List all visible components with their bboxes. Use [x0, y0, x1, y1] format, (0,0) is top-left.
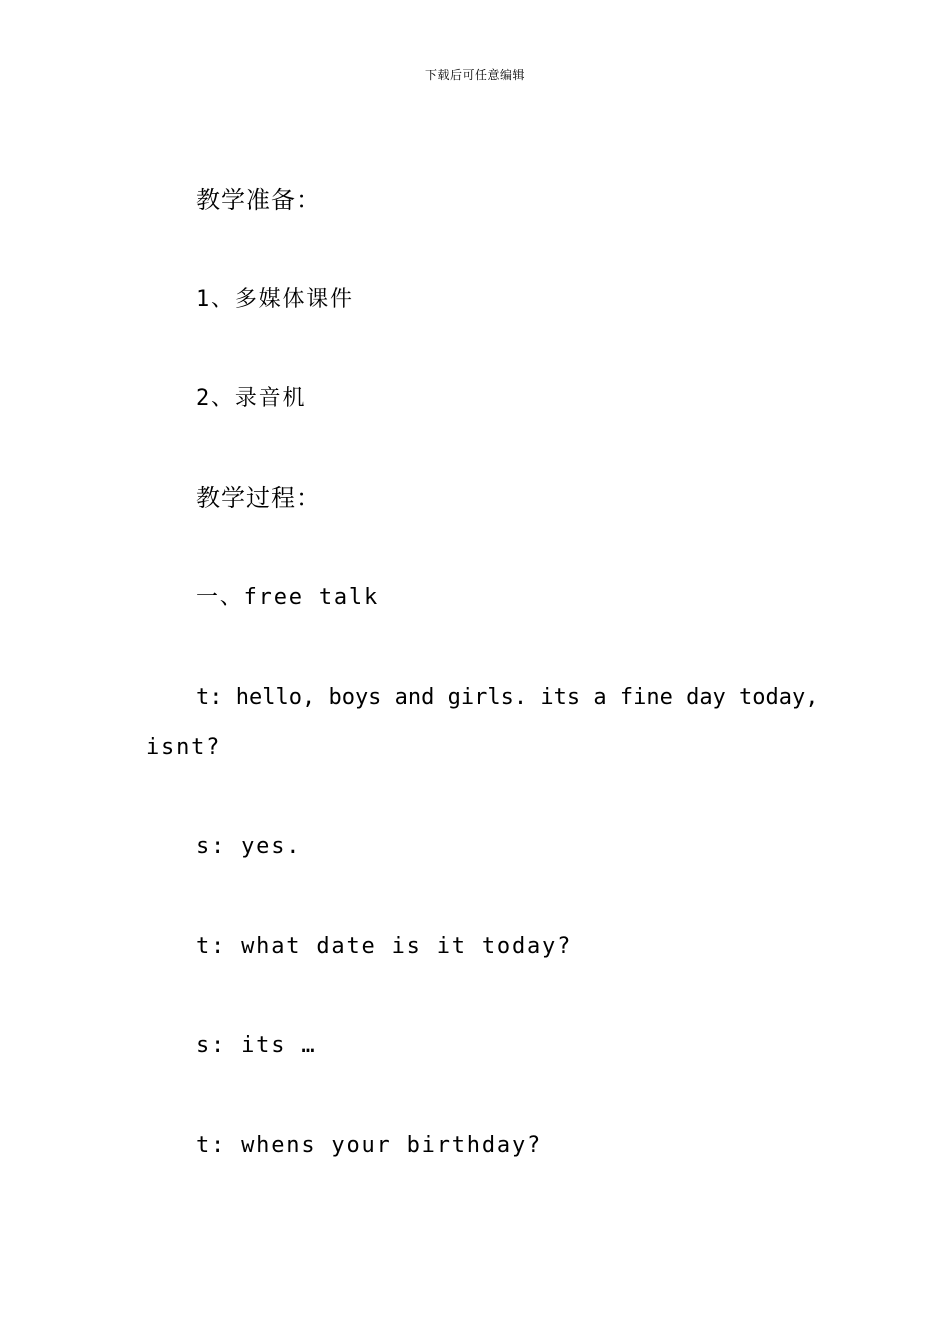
dialog-line-1a: t: hello, boys and girls. its a fine day today,	[196, 685, 819, 710]
prep-item-2: 2、录音机	[196, 386, 307, 411]
dialog-line-3: t: what date is it today?	[196, 934, 573, 959]
dialog-line-1b: isnt?	[146, 735, 222, 760]
section-free-talk: 一、free talk	[196, 585, 380, 610]
page-header: 下载后可任意编辑	[424, 68, 525, 82]
prep-item-1: 1、多媒体课件	[196, 287, 354, 312]
dialog-line-2: s: yes.	[196, 834, 302, 859]
prep-title: 教学准备：	[196, 186, 321, 214]
process-title: 教学过程：	[196, 484, 321, 512]
dialog-line-5: t: whens your birthday?	[196, 1133, 543, 1158]
dialog-line-4: s: its …	[196, 1033, 317, 1058]
